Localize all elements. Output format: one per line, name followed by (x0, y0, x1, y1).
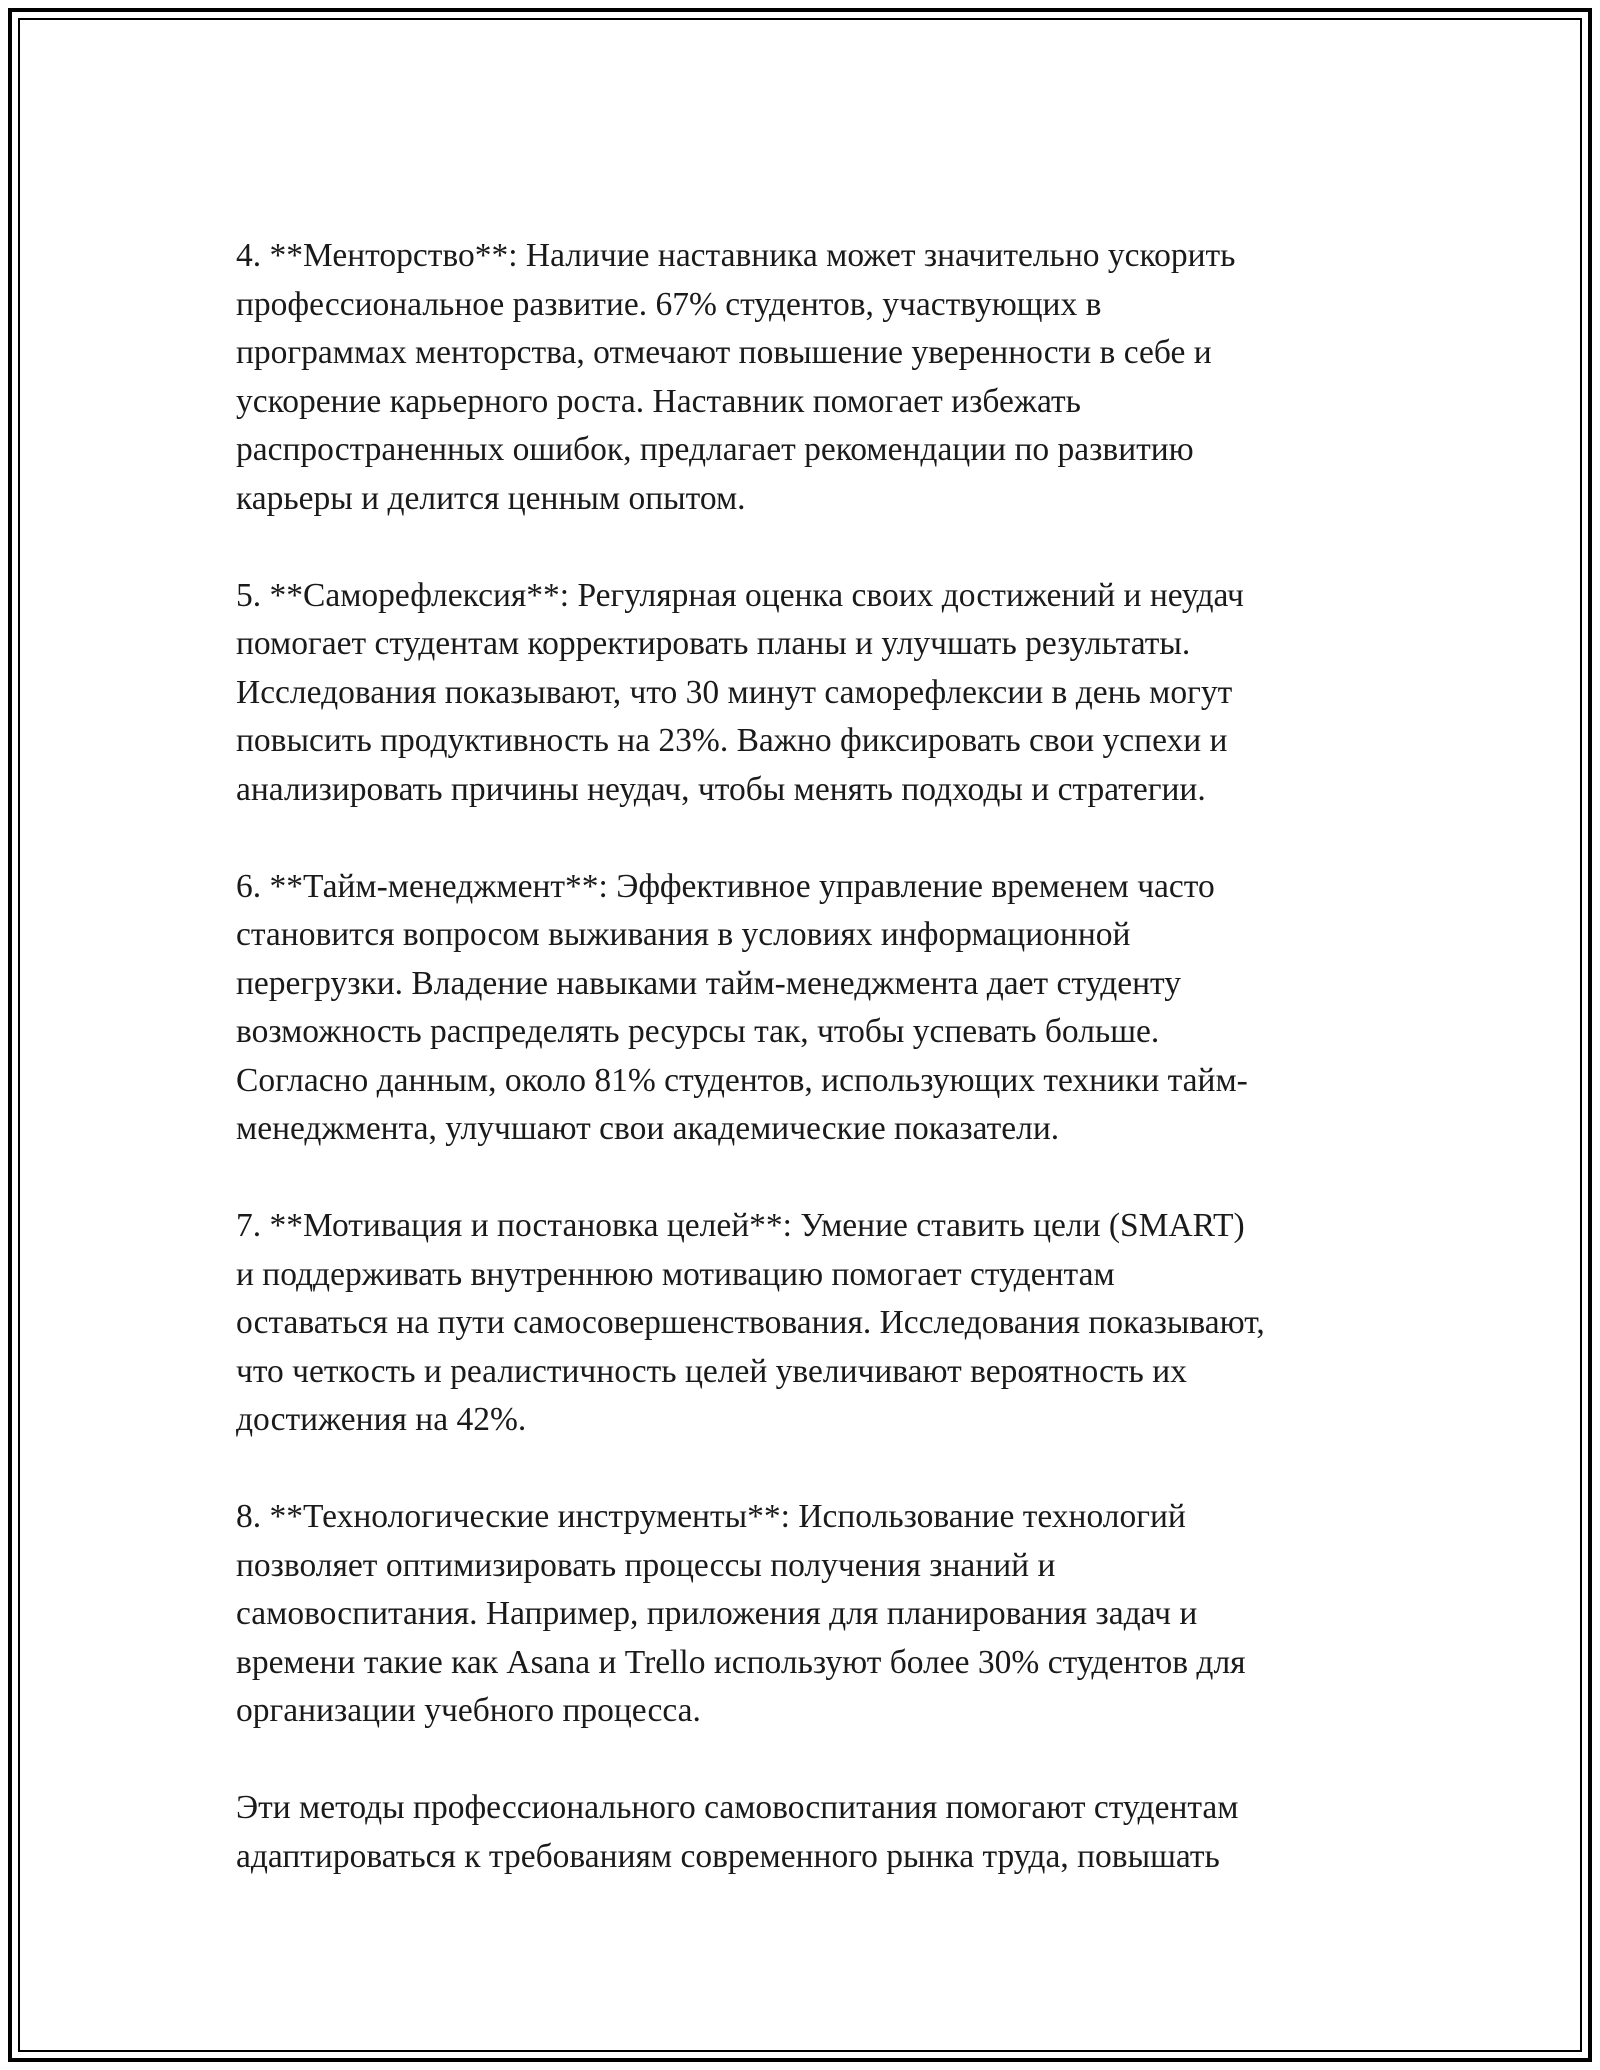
text-line: возможность распределять ресурсы так, чтобы успевать больше. (236, 1013, 1160, 1050)
text-line: 8. **Технологические инструменты**: Использование технологий (236, 1498, 1186, 1535)
text-line: времени такие как Asana и Trello используют более 30% студентов для (236, 1643, 1246, 1681)
text-line: что четкость и реалистичность целей увеличивают вероятность их (236, 1352, 1187, 1390)
paragraph-mentorship (236, 232, 1396, 523)
text-line: программах менторства, отмечают повышение уверенности в себе и (236, 334, 1212, 371)
text-line: повысить продуктивность на 23%. Важно фиксировать свои успехи и (236, 722, 1228, 759)
text-line: менеджмента, улучшают свои академические показатели. (236, 1110, 1060, 1147)
text-line: 5. **Саморефлексия**: Регулярная оценка своих достижений и неудач (236, 576, 1244, 614)
text-line: профессиональное развитие. 67% студентов, участвующих в (236, 285, 1102, 323)
text-line: ускорение карьерного роста. Наставник помогает избежать (236, 382, 1081, 420)
text-line: Эти методы профессионального самовоспитания помогают студентам (236, 1789, 1239, 1826)
text-line: организации учебного процесса. (236, 1692, 701, 1729)
paragraph-self-reflection (236, 572, 1396, 815)
text-line: оставаться на пути самосовершенствования. Исследования показывают, (236, 1304, 1265, 1341)
text-line: карьеры и делится ценным опытом. (236, 479, 746, 517)
paragraph-tech-tools (236, 1493, 1396, 1736)
text-line: 4. **Менторство**: Наличие наставника может значительно ускорить (236, 237, 1236, 274)
text-line: Согласно данным, около 81% студентов, использующих техники тайм- (236, 1061, 1248, 1099)
text-line: 6. **Тайм-менеджмент**: Эффективное управление временем часто (236, 867, 1215, 905)
text-line: перегрузки. Владение навыками тайм-менеджмента дает студенту (236, 964, 1182, 1002)
paragraph-conclusion (236, 1784, 1396, 1881)
text-line: распространенных ошибок, предлагает рекомендации по развитию (236, 431, 1194, 468)
paragraph-time-management (236, 863, 1396, 1154)
text-line: позволяет оптимизировать процессы получения знаний и (236, 1546, 1056, 1584)
text-line: 7. **Мотивация и постановка целей**: Умение ставить цели (SMART) (236, 1207, 1245, 1244)
paragraph-motivation-goals (236, 1202, 1396, 1445)
document-text (236, 232, 1396, 1930)
text-line: и поддерживать внутреннюю мотивацию помогает студентам (236, 1255, 1115, 1293)
text-line: анализировать причины неудач, чтобы менять подходы и стратегии. (236, 770, 1206, 808)
text-line: становится вопросом выживания в условиях информационной (236, 916, 1131, 953)
text-line: самовоспитания. Например, приложения для планирования задач и (236, 1595, 1198, 1632)
text-line: Исследования показывают, что 30 минут саморефлексии в день могут (236, 673, 1233, 711)
text-line: достижения на 42%. (236, 1401, 527, 1438)
text-line: адаптироваться к требованиям современного рынка труда, повышать (236, 1837, 1220, 1875)
text-line: помогает студентам корректировать планы и улучшать результаты. (236, 625, 1191, 662)
